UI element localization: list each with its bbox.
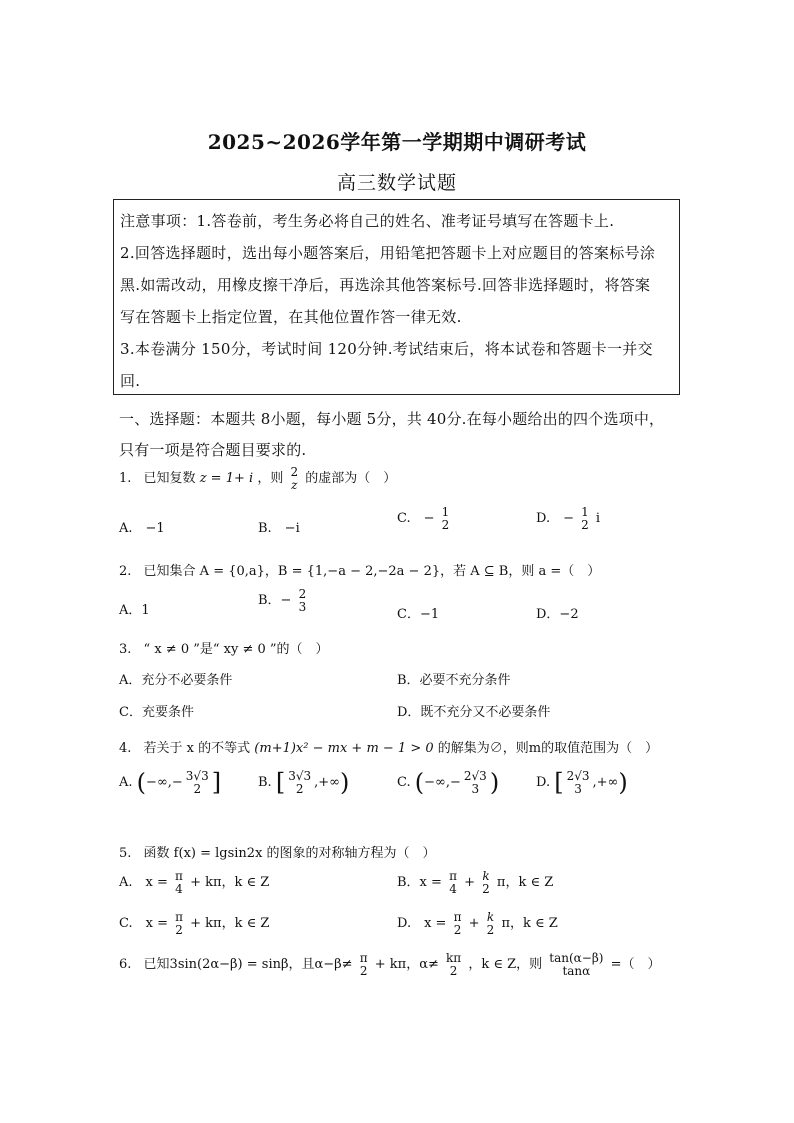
numerator: 2√3 [566,769,590,783]
option-tail: π，k ∈ Z [496,875,554,891]
option-label: C. [397,775,411,791]
fraction [173,911,185,936]
denominator: 2 [175,922,183,937]
q4-option-a [119,770,221,795]
numerator: 1 [441,505,450,519]
question-1 [119,466,396,491]
question-6 [119,952,661,977]
numerator: 2√3 [463,769,487,783]
question-number: 1. [119,471,132,487]
q3-option-a: A．充分不必要条件 [119,673,233,688]
question-5 [119,842,436,861]
denominator: 2 [453,922,462,937]
open-bracket: [ [554,768,564,797]
notice-line-3: 黑.如需改动，用橡皮擦干净后，再选涂其他答案标号.回答非选择题时，将答案 [120,276,651,294]
denominator: 2 [449,963,458,978]
fraction [286,770,313,795]
fraction [462,770,489,795]
notice-line-1: 注意事项：1.答卷前，考生务必将自己的姓名、准考证号填写在答题卡上. [120,212,615,230]
denominator: 4 [449,881,457,896]
notice-line-6: 回. [120,372,141,390]
option-label: B．x = [397,875,442,891]
math-expression: (m+1)x² − mx + m − 1 > 0 [254,741,434,756]
section-heading-line-1: 一、选择题：本题共 8小题，每小题 5分，共 40分.在每小题给出的四个选项中， [119,410,665,428]
option-label: A. [119,775,133,791]
denominator: tanα [562,963,591,978]
fraction [173,870,185,895]
question-2 [119,560,600,579]
fraction [485,911,497,936]
option-label: C. x = [119,916,168,932]
denominator: 2 [359,963,368,978]
numerator: 1 [581,505,589,519]
question-text: + kπ，α≠ [374,957,439,973]
notice-line-4: 写在答题卡上指定位置，在其他位置作答一律无效. [120,308,462,326]
numerator: 3√3 [288,769,312,783]
option-label: C. − [397,511,435,527]
question-3 [119,638,329,657]
option-tail: + kπ，k ∈ Z [190,916,270,932]
close-paren: ) [339,768,350,797]
fraction [480,870,492,895]
fraction [447,870,459,895]
open-paren: ( [136,768,147,797]
q1-option-b: B. −i [258,521,300,536]
numerator: 3√3 [185,769,209,783]
fraction [358,952,370,977]
math-expression: z = 1+ i [199,471,254,487]
q4-option-d [536,770,628,795]
q2-option-b [258,588,309,613]
question-text: 函数 f(x) = lgsin2x 的图象的对称轴方程为（ ） [143,846,436,861]
question-text: =（ ） [610,957,661,973]
question-4 [119,737,658,756]
option-tail: + kπ，k ∈ Z [190,875,270,891]
denominator: 2 [581,517,589,532]
question-text: 的虚部为（ ） [305,471,397,487]
denominator: 2 [193,781,202,796]
question-text: 已知集合 A = {0,a}，B = {1,−a − 2,−2a − 2}，若 A ⊆ B，则 a =（ ） [143,564,601,579]
q2-option-c: C．−1 [397,607,440,622]
close-bracket: ] [211,768,222,797]
option-label: A. x = [119,875,168,891]
q5-option-b [397,870,553,895]
q4-option-c [397,770,499,795]
numerator: π [359,951,368,965]
denominator: z [291,477,298,492]
numerator: tan(α−β) [549,951,604,965]
notice-line-5: 3.本卷满分 150分，考试时间 120分钟.考试结束后，将本试卷和答题卡一并交 [120,340,653,358]
question-text: 已知3sin(2α−β) = sinβ，且α−β≠ [143,957,353,973]
option-tail: π，k ∈ Z [501,916,558,932]
denominator: 4 [175,881,183,896]
fraction [547,952,605,977]
exam-title: 2025~2026学年第一学期期中调研考试 [207,130,587,154]
q3-option-d: D．既不充分又不必要条件 [397,705,551,720]
numerator: k [486,910,495,924]
q1-option-c [397,506,452,531]
interval-expression: −∞,− [146,775,183,791]
denominator: 3 [574,781,582,796]
numerator: π [175,869,183,883]
interval-expression: −∞,− [424,775,461,791]
close-paren: ) [489,768,500,797]
question-number: 5. [119,846,132,861]
question-text: ，则 [257,471,284,487]
option-label: B．− [258,593,292,609]
fraction [452,911,464,936]
section-heading-line-2: 只有一项是符合题目要求的. [119,441,307,459]
close-paren: ) [618,768,628,797]
interval-expression: ,+∞ [314,775,340,791]
q1-option-a: A. −1 [119,521,165,536]
q2-option-a: A．1 [119,603,150,618]
fraction [444,952,463,977]
denominator: 3 [471,781,480,796]
numerator: π [175,910,184,924]
numerator: π [453,910,462,924]
open-bracket: [ [275,768,286,797]
q5-option-c [119,911,269,936]
q5-option-d [397,911,558,936]
numerator: 2 [298,587,307,601]
denominator: 2 [486,922,495,937]
denominator: 2 [295,781,304,796]
denominator: 3 [298,599,307,614]
question-text: “ x ≠ 0 ”是“ xy ≠ 0 ”的（ ） [143,642,329,657]
option-suffix: i [595,511,601,527]
interval-expression: ,+∞ [592,775,619,791]
fraction [440,506,452,531]
q4-option-b [258,770,349,795]
question-number: 6. [119,957,132,973]
option-label: D. x = [397,916,447,932]
q3-option-b: B．必要不充分条件 [397,673,511,688]
numerator: kπ [446,951,462,965]
fraction [579,506,591,531]
q3-option-c: C．充要条件 [119,705,194,720]
q1-option-d [536,506,600,531]
fraction [297,588,309,613]
notice-line-2: 2.回答选择题时，选出每小题答案后，用铅笔把答题卡上对应题目的答案标号涂 [120,244,656,262]
option-label: D. [536,775,551,791]
numerator: k [482,869,490,883]
option-label: B. [258,775,272,791]
question-text: 已知复数 [143,471,196,487]
denominator: 2 [482,881,490,896]
fraction [184,770,211,795]
notice-box [113,199,680,395]
denominator: 2 [441,517,450,532]
open-paren: ( [414,768,425,797]
question-number: 4. [119,741,132,756]
fraction [288,466,300,491]
q2-option-d: D．−2 [536,607,579,622]
option-label: D. − [536,511,574,527]
plus-sign: + [468,916,480,932]
exam-subtitle: 高三数学试题 [336,172,457,194]
question-text: 若关于 x 的不等式 [143,741,251,756]
plus-sign: + [464,875,475,891]
numerator: π [449,869,457,883]
question-text: ，k ∈ Z，则 [468,957,543,973]
q5-option-a [119,870,269,895]
question-number: 3. [119,642,132,657]
fraction [565,770,592,795]
question-number: 2. [119,564,132,579]
numerator: 2 [290,465,299,479]
question-text: 的解集为∅，则m的取值范围为（ ） [437,741,659,756]
